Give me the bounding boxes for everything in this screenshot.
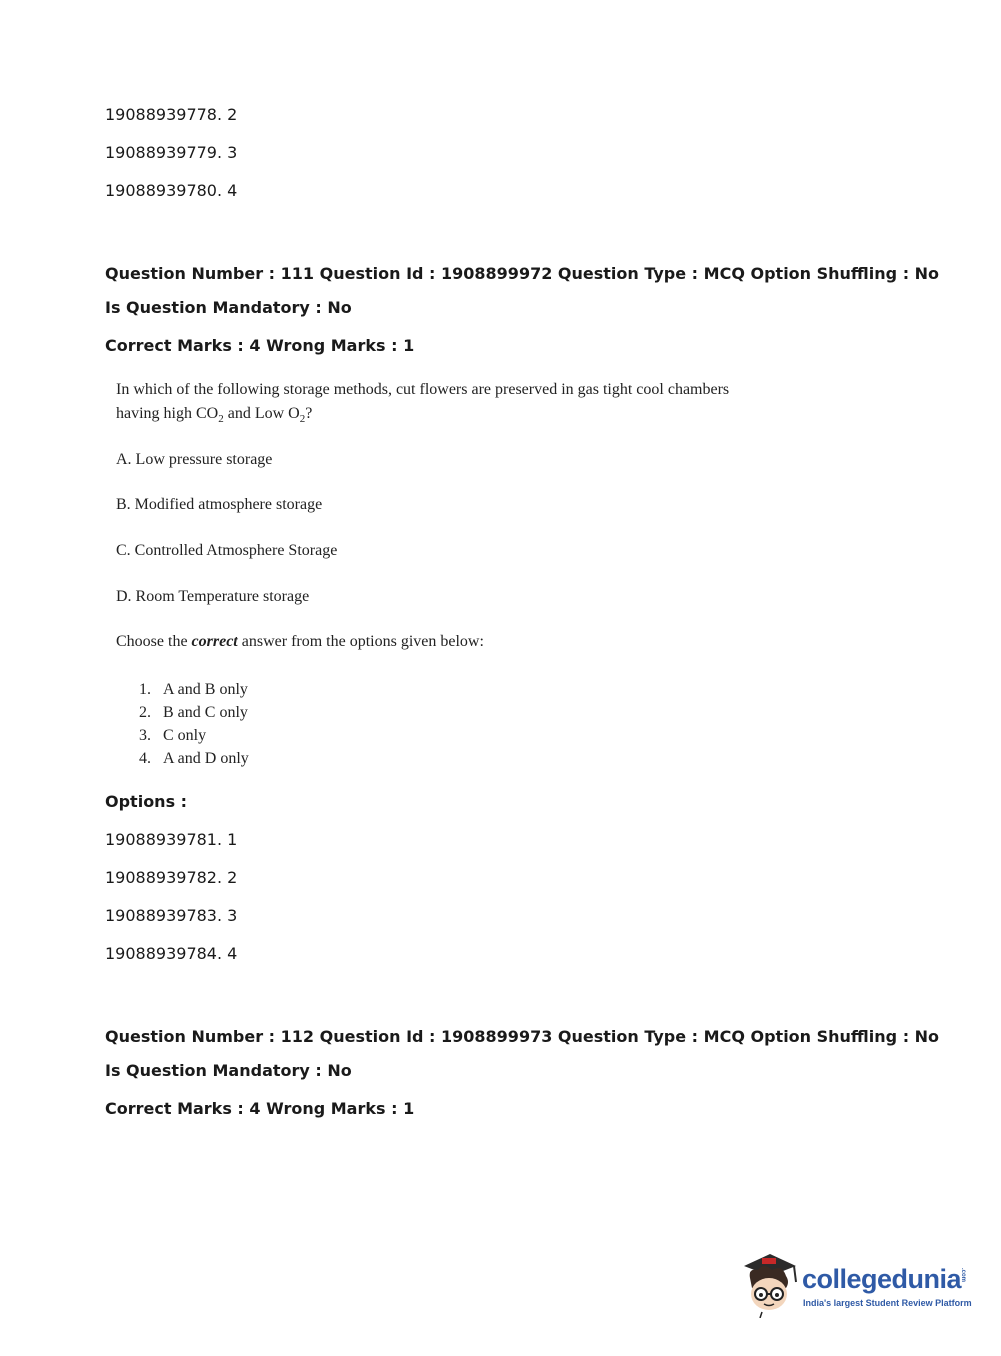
statement-c: C. Controlled Atmosphere Storage bbox=[116, 542, 338, 559]
statement-b: B. Modified atmosphere storage bbox=[116, 496, 323, 513]
answer-item: 1. A and B only bbox=[139, 681, 248, 698]
question-header: Question Number : 112 Question Id : 1908899973 Question Type : MCQ Option Shuffling : No bbox=[105, 1027, 940, 1046]
logo-suffix: .com bbox=[960, 1268, 966, 1283]
question-text bbox=[116, 378, 756, 431]
question-marks: Correct Marks : 4 Wrong Marks : 1 bbox=[105, 1099, 415, 1118]
statement-a: A. Low pressure storage bbox=[116, 451, 273, 468]
question-mandatory: Is Question Mandatory : No bbox=[105, 1061, 352, 1080]
option-line: 19088939778. 2 bbox=[105, 105, 238, 124]
option-line: 19088939783. 3 bbox=[105, 906, 238, 925]
logo-tagline: India's largest Student Review Platform bbox=[803, 1298, 972, 1308]
logo-wordmark: collegedunia bbox=[802, 1264, 962, 1294]
answer-item: 4. A and D only bbox=[139, 750, 249, 767]
statement-d: D. Room Temperature storage bbox=[116, 588, 310, 605]
question-header: Question Number : 111 Question Id : 1908899972 Question Type : MCQ Option Shuffling : No bbox=[105, 264, 940, 283]
answer-item: 2. B and C only bbox=[139, 704, 248, 721]
options-label: Options : bbox=[105, 792, 188, 811]
option-line: 19088939780. 4 bbox=[105, 181, 238, 200]
mascot-icon bbox=[740, 1248, 802, 1318]
option-line: 19088939782. 2 bbox=[105, 868, 238, 887]
answer-list bbox=[139, 678, 249, 770]
answer-item: 3. C only bbox=[139, 727, 207, 744]
question-mandatory: Is Question Mandatory : No bbox=[105, 298, 352, 317]
question-text-line1: In which of the following storage methods, cut flowers are preserved in gas tight cool chambers bbox=[116, 381, 730, 398]
question-text-line2: having high $CO_2$ and Low $O_2$? bbox=[116, 405, 313, 426]
choose-instruction: Choose the correct answer from the options given below: bbox=[116, 633, 484, 650]
option-line: 19088939784. 4 bbox=[105, 944, 238, 963]
collegedunia-logo bbox=[740, 1248, 972, 1318]
option-line: 19088939779. 3 bbox=[105, 143, 238, 162]
option-line: 19088939781. 1 bbox=[105, 830, 238, 849]
question-marks: Correct Marks : 4 Wrong Marks : 1 bbox=[105, 336, 415, 355]
